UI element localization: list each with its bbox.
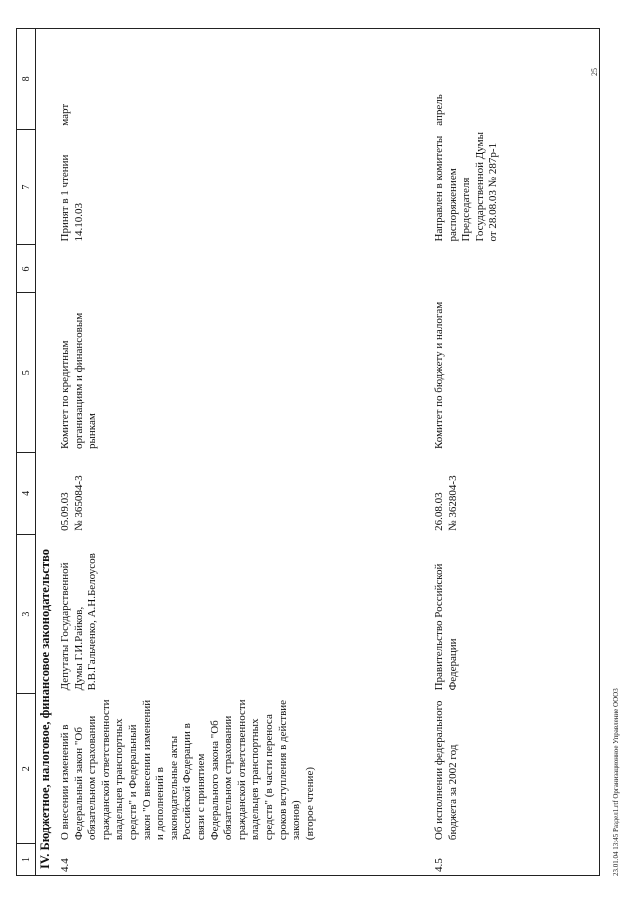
bill-status: Направлен в комитеты распоряжением Председателя Государственной Думы от 28.08.03 № 287р-1 <box>433 131 500 242</box>
bill-initiator: Правительство Российской Федерации <box>433 563 459 691</box>
responsible-committee: Комитет по кредитным организациям и финансовым рынкам <box>59 312 99 449</box>
legislation-table <box>16 28 600 876</box>
row-number: 4.4 <box>59 858 71 872</box>
bill-title: Об исполнении федерального бюджета за 2002 год <box>433 700 459 841</box>
bill-title: О внесении изменений в Федеральный закон "Об обязательном страховании гражданской ответственности владельцев транспортных средств" и Федеральный закон "О внесении изменений и дополнений в законодательные акты Российской Федерации в связи с принятием Федерального закона "Об обязательном страховании гражданской ответственности владельцев транспортных средств" (в части переноса сроков вступления в действие законов) (второе чтение) <box>59 699 316 841</box>
consideration-term: апрель <box>433 94 445 126</box>
column-number-header <box>17 29 36 875</box>
col-header-4: 4 <box>17 452 35 534</box>
col-header-8: 8 <box>20 76 32 82</box>
table-row <box>433 29 501 875</box>
col-header-7: 7 <box>17 129 35 245</box>
section-title: IV. Бюджетное, налоговое, финансовое законодательство <box>38 548 52 869</box>
consideration-term: март <box>59 103 71 126</box>
responsible-committee: Комитет по бюджету и налогам <box>433 301 445 449</box>
col-header-2: 2 <box>17 693 35 843</box>
column-6-value <box>59 245 317 293</box>
registration-date-number: 05.09.03 № 365084-3 <box>59 475 85 531</box>
col-header-1: 1 <box>17 843 35 875</box>
row-number: 4.5 <box>433 858 445 872</box>
registration-date-number: 26.08.03 № 362804-3 <box>433 475 459 531</box>
document-footer: 23.01.04 13:45 Раздел1.rtf Организационное Управление ООО3 <box>612 688 620 876</box>
column-6-value <box>433 245 501 293</box>
bill-initiator: Депутаты Государственной Думы Г.И.Райков, В.В.Гальченко, А.Н.Белоусов <box>59 553 99 691</box>
col-header-6: 6 <box>17 244 35 292</box>
table-row <box>59 29 317 875</box>
col-header-5: 5 <box>17 292 35 452</box>
bill-status: Принят в 1 чтении 14.10.03 <box>59 154 85 242</box>
col-header-3: 3 <box>17 534 35 694</box>
page-number: 25 <box>590 68 599 76</box>
